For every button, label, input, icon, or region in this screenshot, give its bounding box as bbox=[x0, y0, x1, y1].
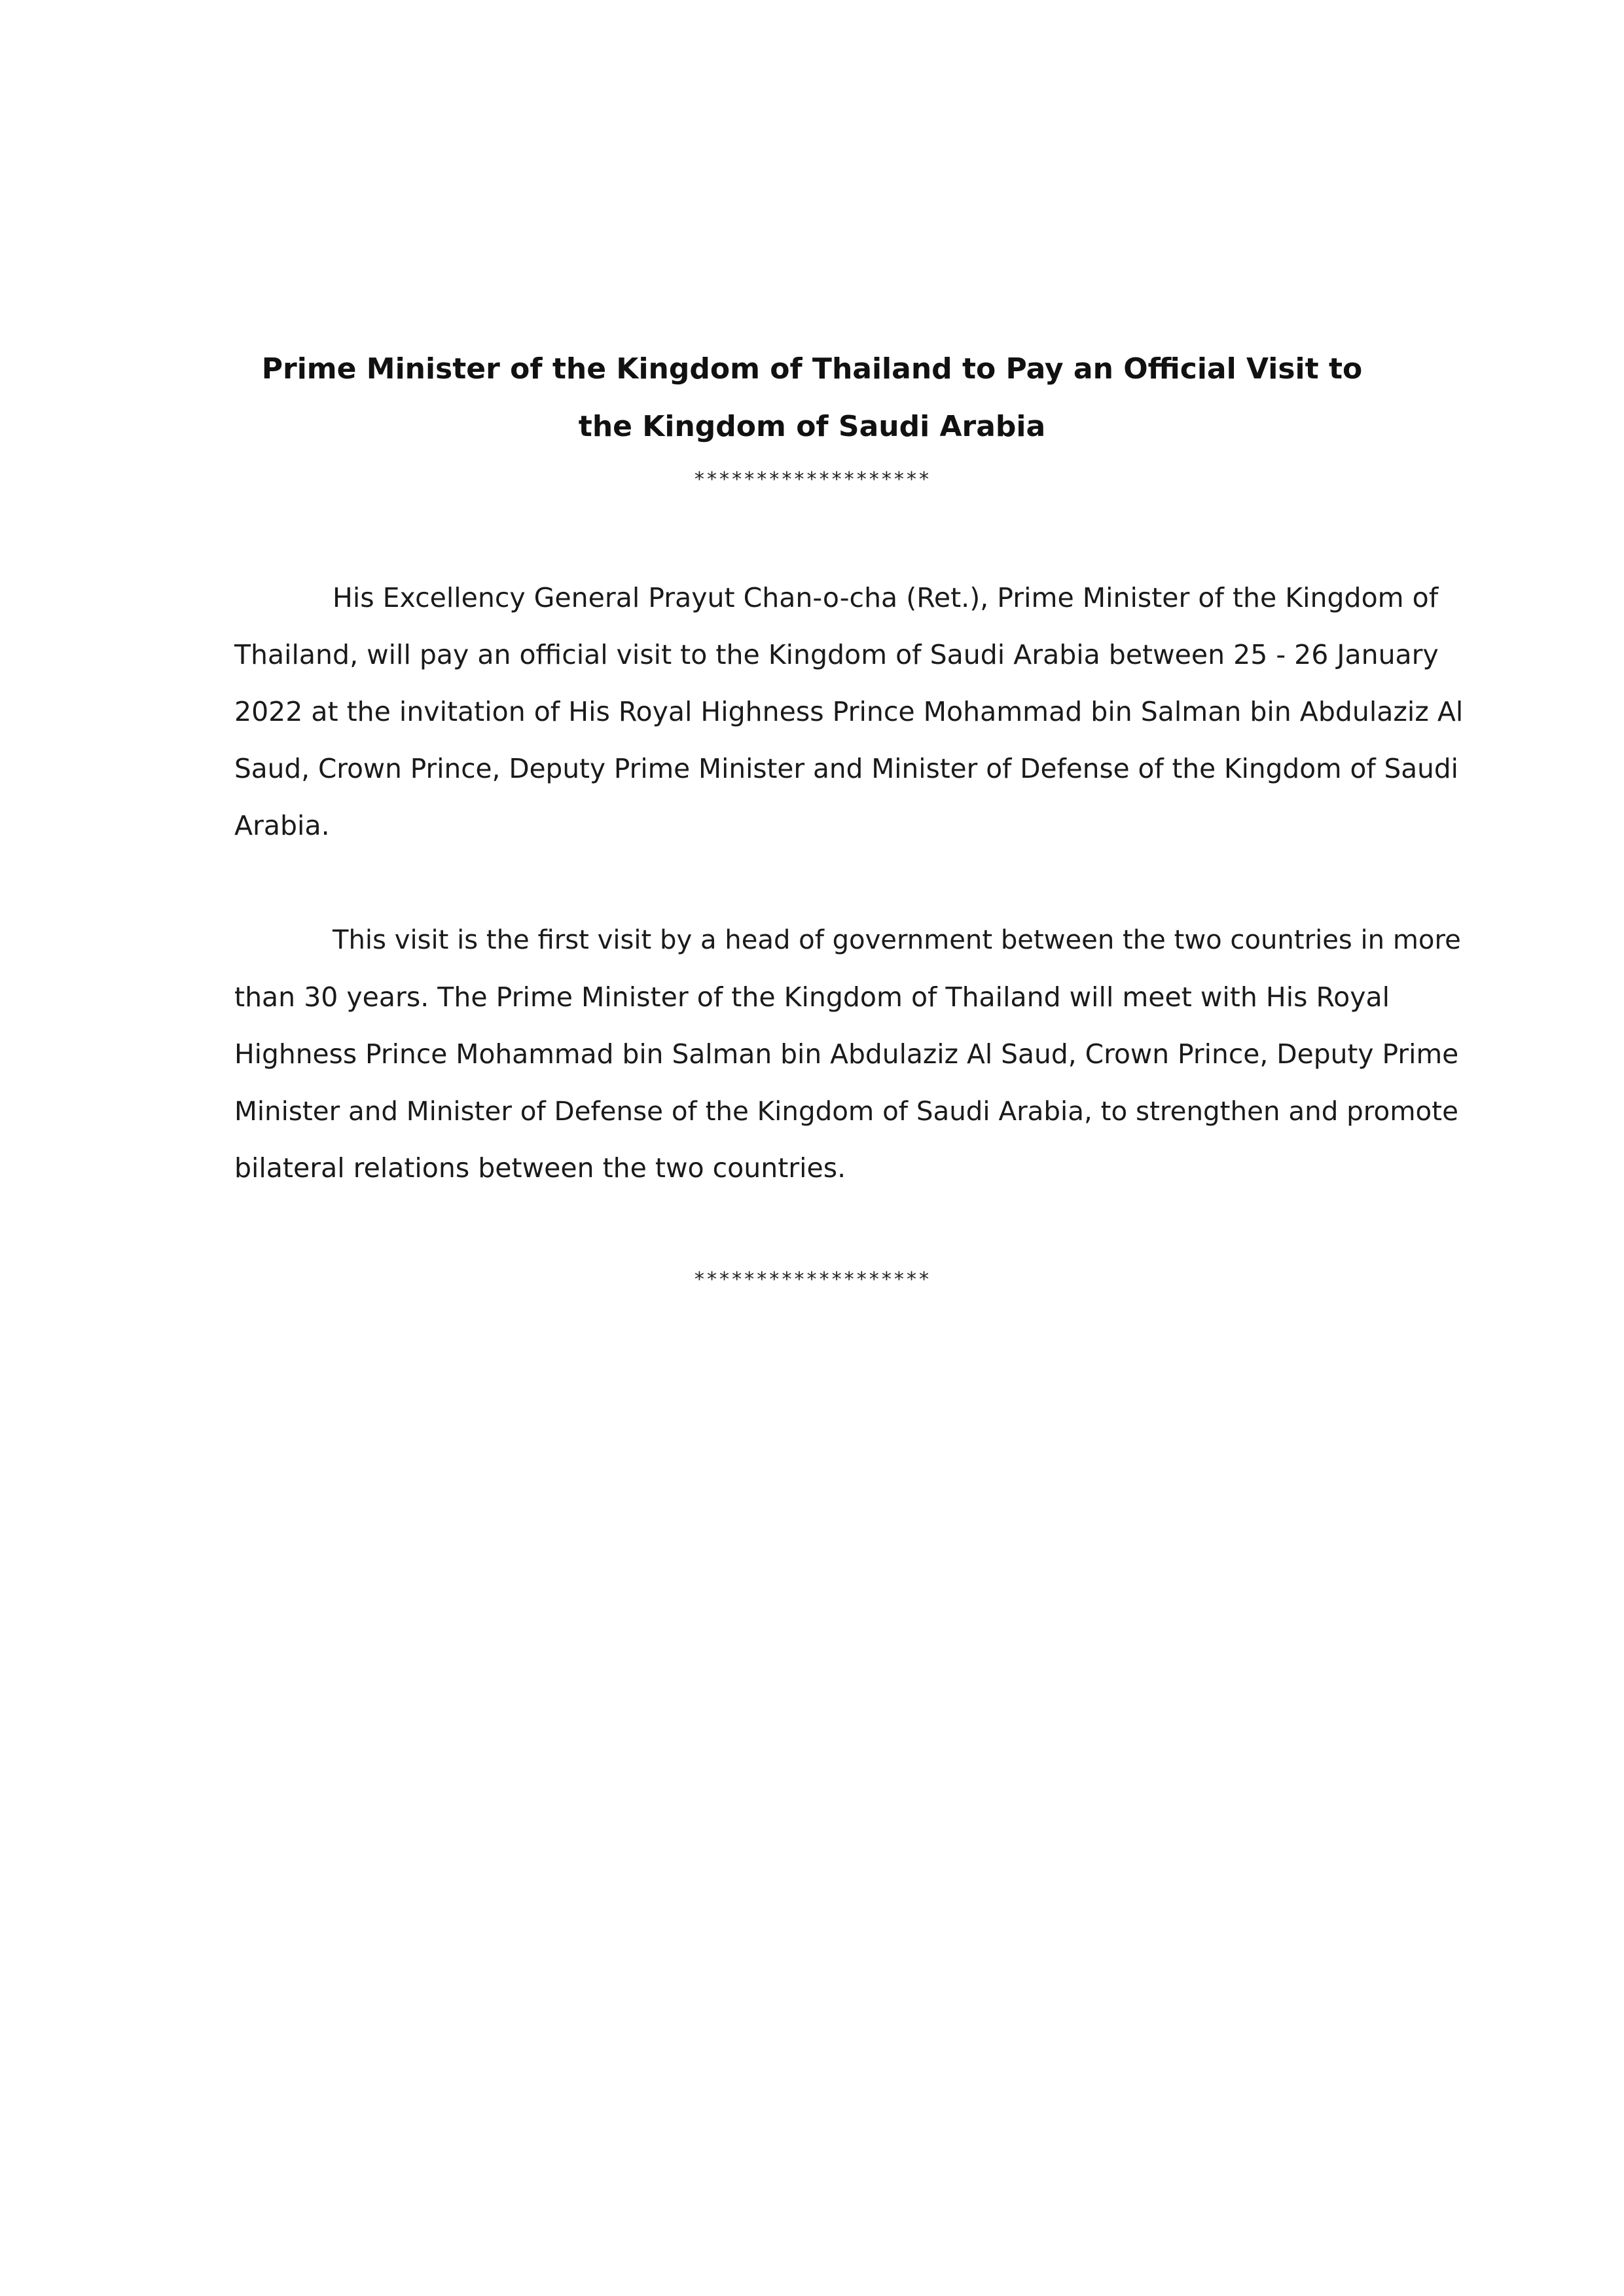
title-separator: ******************* bbox=[693, 468, 931, 491]
paragraph-2-line-3: Highness Prince Mohammad bin Salman bin Abdulaziz Al Saud, Crown Prince, Deputy Prime bbox=[234, 1038, 1459, 1070]
paragraph-1-line-5: Arabia. bbox=[234, 810, 330, 841]
paragraph-2 bbox=[234, 912, 1465, 1197]
paragraph-2-line-2: than 30 years. The Prime Minister of the Kingdom of Thailand will meet with His Royal bbox=[234, 981, 1390, 1013]
document-title bbox=[196, 340, 1428, 456]
closing-separator: ******************* bbox=[693, 1268, 931, 1291]
paragraph-2-line-4: Minister and Minister of Defense of the Kingdom of Saudi Arabia, to strengthen and promote bbox=[234, 1096, 1458, 1127]
paragraph-1 bbox=[234, 570, 1465, 854]
paragraph-2-line-1: This visit is the first visit by a head of government between the two countries in more bbox=[333, 925, 1461, 955]
title-line-1: Prime Minister of the Kingdom of Thailand to Pay an Official Visit to bbox=[261, 352, 1363, 386]
paragraph-1-line-3: 2022 at the invitation of His Royal Highness Prince Mohammad bin Salman bin Abdulaziz Al bbox=[234, 696, 1464, 727]
paragraph-2-line-5: bilateral relations between the two countries. bbox=[234, 1152, 846, 1184]
title-line-2: the Kingdom of Saudi Arabia bbox=[578, 410, 1046, 443]
paragraph-1-line-1: His Excellency General Prayut Chan-o-cha (Ret.), Prime Minister of the Kingdom of bbox=[333, 582, 1439, 613]
paragraph-1-line-2: Thailand, will pay an official visit to the Kingdom of Saudi Arabia between 25 - 26 January bbox=[234, 639, 1439, 670]
paragraph-1-line-4: Saud, Crown Prince, Deputy Prime Minister and Minister of Defense of the Kingdom of Saudi bbox=[234, 753, 1458, 784]
